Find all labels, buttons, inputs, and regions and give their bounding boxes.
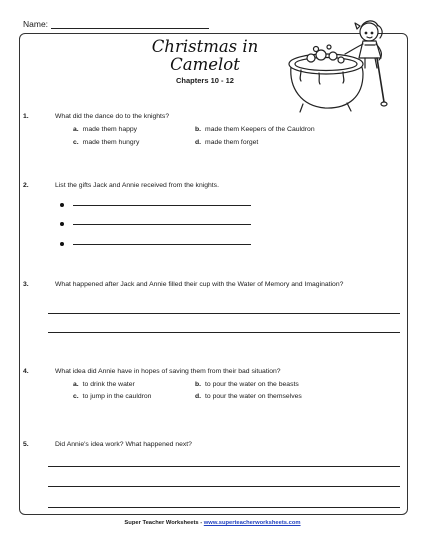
answer-line[interactable] <box>48 313 400 314</box>
choice-letter: a. <box>73 126 79 133</box>
question-number: 4. <box>23 368 29 375</box>
choice-text: to pour the water on the beasts <box>205 381 299 388</box>
choice-4d[interactable] <box>195 393 302 400</box>
answer-line[interactable] <box>73 224 251 225</box>
answer-line[interactable] <box>48 486 400 487</box>
name-label: Name: <box>23 19 49 29</box>
choice-4a[interactable] <box>73 381 135 388</box>
name-line[interactable] <box>51 21 209 29</box>
answer-line[interactable] <box>73 244 251 245</box>
question-text: Did Annie's idea work? What happened next? <box>55 441 192 448</box>
choice-letter: d. <box>195 393 202 400</box>
choice-letter: b. <box>195 126 202 133</box>
question-text: What idea did Annie have in hopes of saving them from their bad situation? <box>55 368 281 375</box>
choice-1a[interactable] <box>73 126 137 133</box>
footer-link[interactable]: www.superteacherworksheets.com <box>203 520 301 526</box>
title-line-2: Camelot <box>170 55 240 74</box>
choice-text: to drink the water <box>82 381 135 388</box>
answer-line[interactable] <box>48 507 400 508</box>
choice-text: made them happy <box>82 126 138 133</box>
bullet-icon <box>60 203 64 207</box>
choice-letter: c. <box>73 139 79 146</box>
answer-line[interactable] <box>48 466 400 467</box>
choice-text: to pour the water on themselves <box>205 393 302 400</box>
question-number: 2. <box>23 182 29 189</box>
title-line-1: Christmas in <box>151 37 259 56</box>
choice-4c[interactable] <box>73 393 151 400</box>
name-field[interactable] <box>23 19 209 29</box>
bullet-icon <box>60 242 64 246</box>
answer-line[interactable] <box>73 205 251 206</box>
footer-brand: Super Teacher Worksheets <box>124 520 199 526</box>
gift-answer-line-3[interactable] <box>60 242 251 246</box>
question-text: What happened after Jack and Annie filled their cup with the Water of Memory and Imagination? <box>55 281 344 288</box>
choice-text: made them hungry <box>82 139 140 146</box>
choice-letter: b. <box>195 381 202 388</box>
choice-1c[interactable] <box>73 139 139 146</box>
girl-with-cauldron-icon <box>283 8 393 120</box>
choice-1d[interactable] <box>195 139 258 146</box>
question-text: What did the dance do to the knights? <box>55 113 170 120</box>
chapters-subtitle: Chapters 10 - 12 <box>176 76 234 85</box>
choice-letter: c. <box>73 393 79 400</box>
gift-answer-line-1[interactable] <box>60 203 251 207</box>
choice-text: to jump in the cauldron <box>82 393 152 400</box>
choice-4b[interactable] <box>195 381 299 388</box>
worksheet-title <box>130 38 280 74</box>
footer-separator: - <box>198 520 204 526</box>
choice-text: made them forget <box>205 139 259 146</box>
choice-letter: d. <box>195 139 202 146</box>
question-number: 5. <box>23 441 29 448</box>
question-number: 1. <box>23 113 29 120</box>
choice-1b[interactable] <box>195 126 315 133</box>
question-text: List the gifts Jack and Annie received from the knights. <box>55 182 219 189</box>
answer-line[interactable] <box>48 332 400 333</box>
gift-answer-line-2[interactable] <box>60 222 251 226</box>
footer <box>0 520 425 526</box>
choice-letter: a. <box>73 381 79 388</box>
choice-text: made them Keepers of the Cauldron <box>205 126 315 133</box>
question-number: 3. <box>23 281 29 288</box>
bullet-icon <box>60 222 64 226</box>
